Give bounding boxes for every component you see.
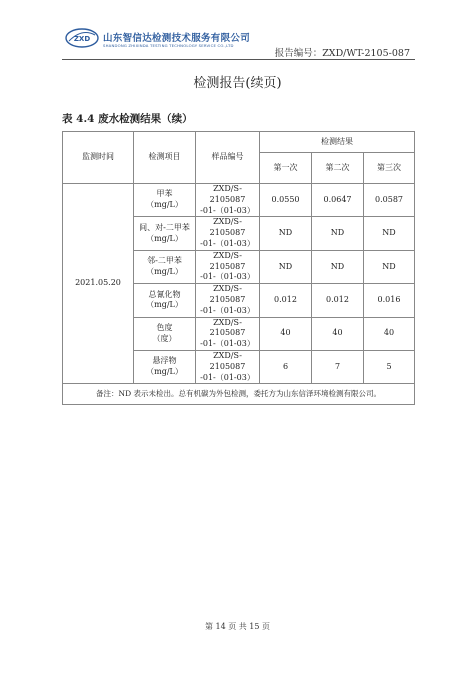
item-name: 总氰化物: [148, 289, 181, 299]
sample-code-line2: -01-（01-03）: [200, 238, 255, 248]
page-number: 第 14 页 共 15 页: [204, 622, 271, 631]
item-name: 邻-二甲苯: [147, 256, 182, 266]
item-name: 悬浮物: [152, 356, 177, 366]
sample-code-line2: -01-（01-03）: [200, 339, 255, 349]
table-note-row: [63, 384, 415, 405]
report-number: 报告编号：ZXD/WT-2105-087: [274, 48, 410, 59]
sample-code-line2: -01-（01-03）: [200, 305, 255, 315]
item-unit: （mg/L）: [146, 266, 183, 276]
result-value: ND: [364, 217, 415, 250]
result-value: 7: [312, 350, 364, 383]
result-value: 5: [364, 350, 415, 383]
result-value: ND: [364, 250, 415, 283]
item-name: 色度: [156, 322, 173, 332]
sample-cell: [196, 284, 260, 317]
item-cell: [134, 317, 196, 350]
result-value: 0.012: [260, 284, 312, 317]
result-value: 40: [364, 317, 415, 350]
sample-code-line2: -01-（01-03）: [200, 205, 255, 215]
result-value: ND: [312, 250, 364, 283]
sample-code-line1: ZXD/S-2105087: [209, 317, 246, 338]
header-rule: [62, 59, 415, 60]
result-value: 0.0647: [312, 184, 364, 217]
item-name: 间、对-二甲苯: [139, 222, 190, 232]
item-cell: [134, 350, 196, 383]
item-cell: [134, 217, 196, 250]
result-value: 40: [312, 317, 364, 350]
result-value: ND: [260, 217, 312, 250]
header-round-3: 第三次: [364, 153, 415, 184]
result-value: ND: [312, 217, 364, 250]
table-row: [63, 184, 415, 217]
item-unit: （mg/L）: [146, 300, 183, 310]
sample-code-line1: ZXD/S-2105087: [209, 250, 246, 271]
header-results: 检测结果: [260, 132, 415, 153]
result-value: 0.0550: [260, 184, 312, 217]
item-cell: [134, 184, 196, 217]
item-unit: （mg/L）: [146, 233, 183, 243]
sample-code-line2: -01-（01-03）: [200, 272, 255, 282]
item-unit: （度）: [152, 333, 177, 343]
result-value: 0.012: [312, 284, 364, 317]
header-round-2: 第二次: [312, 153, 364, 184]
result-value: 40: [260, 317, 312, 350]
sample-code-line1: ZXD/S-2105087: [209, 184, 246, 204]
item-cell: [134, 250, 196, 283]
table-caption: 表 4.4 废水检测结果（续）: [62, 113, 193, 125]
sample-cell: [196, 350, 260, 383]
logo-text: ZXD: [73, 35, 91, 43]
result-value: 6: [260, 350, 312, 383]
sample-cell: [196, 250, 260, 283]
sample-code-line1: ZXD/S-2105087: [209, 217, 246, 238]
sample-code-line1: ZXD/S-2105087: [209, 350, 246, 371]
item-name: 甲苯: [156, 189, 173, 199]
result-value: 0.016: [364, 284, 415, 317]
header-sample: 样品编号: [196, 132, 260, 184]
item-unit: （mg/L）: [146, 367, 183, 377]
sample-cell: [196, 184, 260, 217]
sample-cell: [196, 317, 260, 350]
sample-code-line2: -01-（01-03）: [200, 372, 255, 382]
item-unit: （mg/L）: [146, 200, 183, 210]
item-cell: [134, 284, 196, 317]
header-date: 监测时间: [63, 132, 134, 184]
header-round-1: 第一次: [260, 153, 312, 184]
sample-cell: [196, 217, 260, 250]
header-item: 检测项目: [134, 132, 196, 184]
table-note: 备注：ND 表示未检出。总有机碳为外包检测，委托方为山东信泽环境检测有限公司。: [63, 384, 415, 405]
document-title: 检测报告(续页): [193, 76, 282, 91]
company-name-cn: 山东智信达检测技术服务有限公司: [103, 33, 251, 44]
result-value: ND: [260, 250, 312, 283]
result-value: 0.0587: [364, 184, 415, 217]
wastewater-results-table: [62, 131, 415, 405]
sample-code-line1: ZXD/S-2105087: [209, 284, 246, 304]
table-header-row: [63, 132, 415, 153]
company-name-en: SHANDONG ZHIXINDA TESTING TECHNOLOGY SERVICE CO.,LTD: [103, 43, 234, 48]
company-logo: [65, 26, 99, 50]
sampling-date: 2021.05.20: [63, 184, 134, 384]
